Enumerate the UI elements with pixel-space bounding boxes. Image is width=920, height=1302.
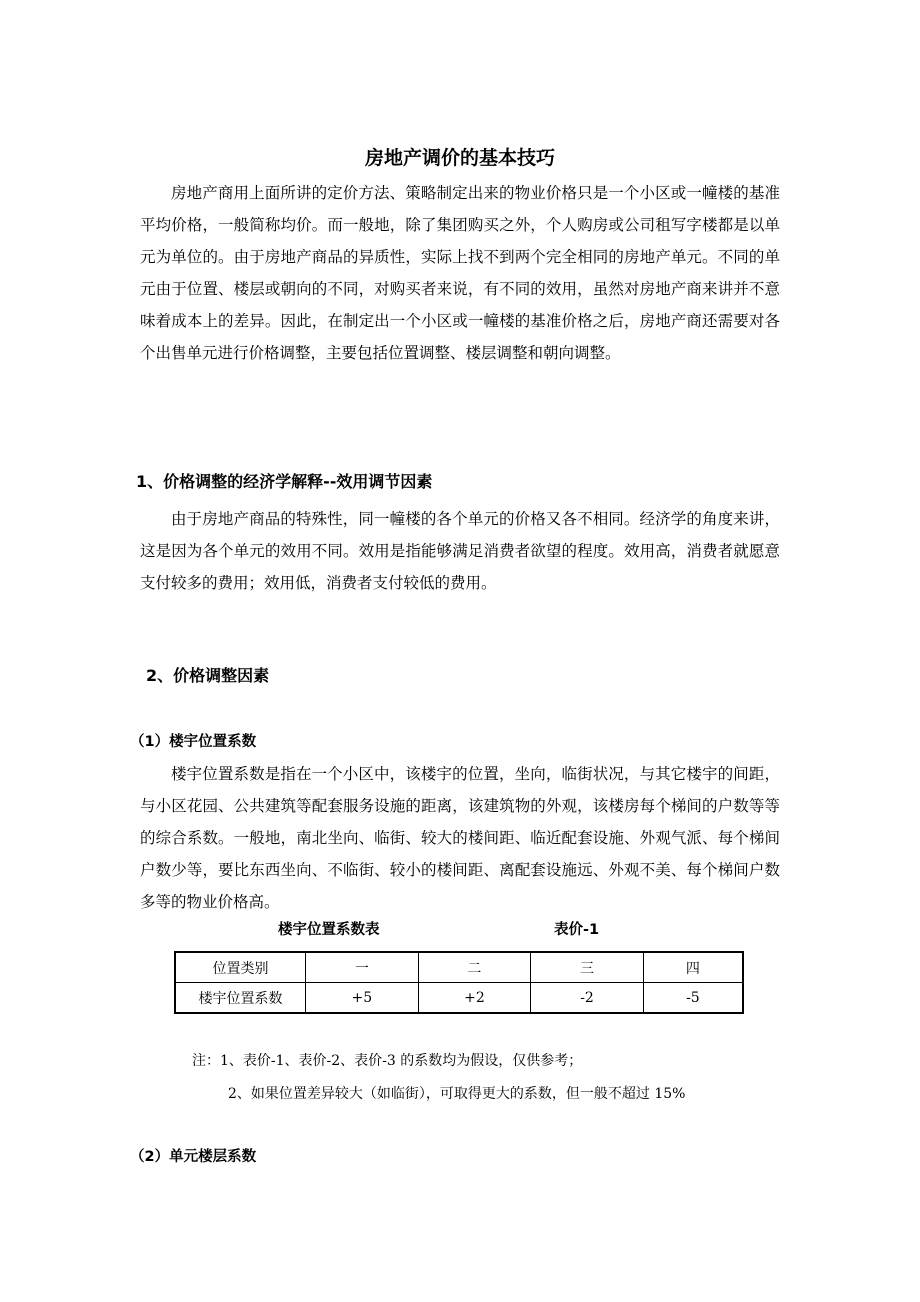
subsection2-heading: （2）单元楼层系数 xyxy=(130,1149,257,1165)
section2-heading: 2、价格调整因素 xyxy=(146,666,270,685)
table-cell: 二 xyxy=(418,952,531,983)
intro-paragraph: 房地产商用上面所讲的定价方法、策略制定出来的物业价格只是一个小区或一幢楼的基准平均价格，一般简称均价。而一般地，除了集团购买之外，个人购房或公司租写字楼都是以单元为单位的。由于房地产商品的异质性，实际上找不到两个完全相同的房地产单元。不同的单元由于位置、楼层或朝向的不同，对购买者来说，有不同的效用，虽然对房地产商来讲并不意味着成本上的差异。因此，在制定出一个小区或一幢楼的基准价格之后，房地产商还需要对各个出售单元进行价格调整，主要包括位置调整、楼层调整和朝向调整。 xyxy=(140,184,780,362)
table-cell: -5 xyxy=(643,983,743,1014)
subsection1-paragraph: 楼宇位置系数是指在一个小区中，该楼宇的位置，坐向，临街状况，与其它楼宇的间距，与小区花园、公共建筑等配套服务设施的距离，该建筑物的外观，该楼房每个梯间的户数等等的综合系数。一般地，南北坐向、临街、较大的楼间距、临近配套设施、外观气派、每个梯间户数少等，要比东西坐向、不临街、较小的楼间距、离配套设施远、外观不美、每个梯间户数多等的物业价格高。 xyxy=(140,765,780,911)
subsection1-heading: （1）楼宇位置系数 xyxy=(130,734,257,750)
table-header-row xyxy=(175,952,743,983)
table-cell: 位置类别 xyxy=(175,952,306,983)
section1-heading: 1、价格调整的经济学解释--效用调节因素 xyxy=(136,472,433,491)
table-cell: -2 xyxy=(531,983,644,1014)
table-cell: 一 xyxy=(306,952,419,983)
section1-paragraph: 由于房地产商品的特殊性，同一幢楼的各个单元的价格又各不相同。经济学的角度来讲，这是因为各个单元的效用不同。效用是指能够满足消费者欲望的程度。效用高，消费者就愿意支付较多的费用；效用低，消费者支付较低的费用。 xyxy=(140,510,780,592)
table-caption: 楼宇位置系数表 xyxy=(278,922,380,938)
table-cell: +5 xyxy=(306,983,419,1014)
table-row xyxy=(175,983,743,1014)
table-cell: 楼宇位置系数 xyxy=(175,983,306,1014)
note-1: 注：1、表价-1、表价-2、表价-3 的系数均为假设，仅供参考； xyxy=(192,1053,583,1069)
table-cell: 四 xyxy=(643,952,743,983)
note-2: 2、如果位置差异较大（如临街），可取得更大的系数，但一般不超过 15% xyxy=(228,1086,686,1102)
table-cell: 三 xyxy=(531,952,644,983)
table-cell: +2 xyxy=(418,983,531,1014)
page-title: 房地产调价的基本技巧 xyxy=(364,147,555,169)
table-tag: 表价-1 xyxy=(554,922,600,938)
location-coefficient-table xyxy=(174,951,744,1014)
